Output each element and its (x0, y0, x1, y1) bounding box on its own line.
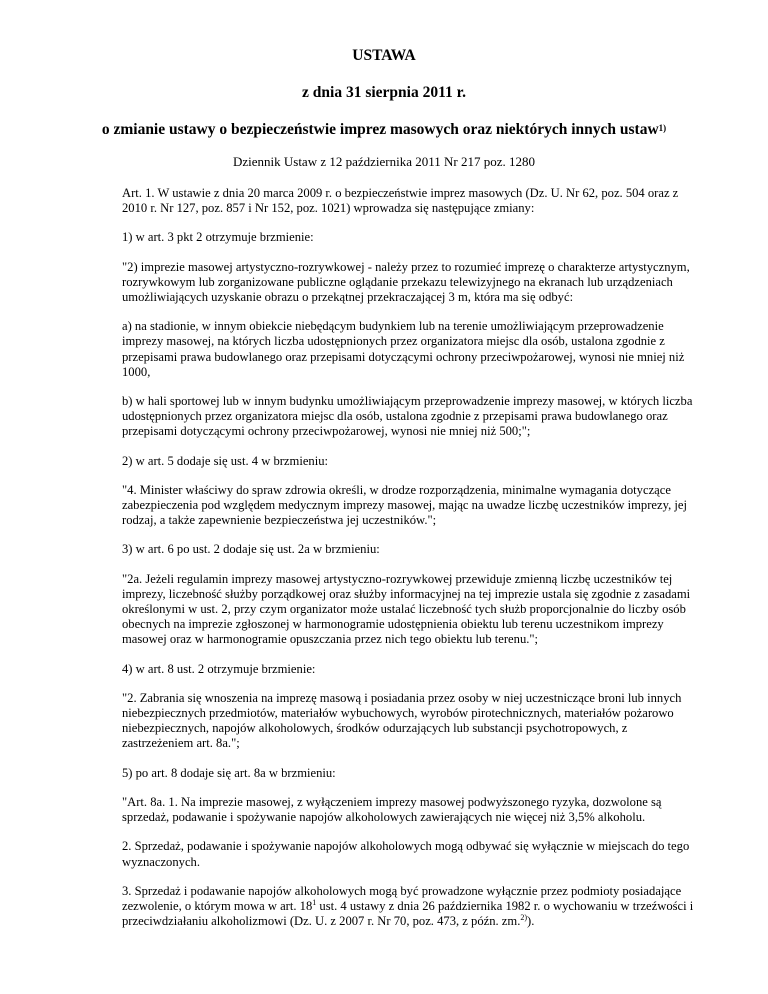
paragraph: 3) w art. 6 po ust. 2 dodaje się ust. 2a w brzmieniu: (122, 542, 380, 557)
subject-text: o zmianie ustawy o bezpieczeństwie imprez masowych oraz niektórych innych ustaw (101, 121, 659, 138)
document-source: Dziennik Ustaw z 12 października 2011 Nr 217 poz. 1280 (232, 154, 536, 169)
superscript: 1 (312, 897, 317, 907)
paragraph: "4. Minister właściwy do spraw zdrowia określi, w drodze rozporządzenia, minimalne wymagania dotyczące zabezpieczenia pod względem medycznym imprezy masowej, mając na uwadze liczbę uczestników imprezy, jej rodzaj, a także zapewnienie bezpieczeństwa jej uczestników."; (122, 482, 687, 528)
document-date: z dnia 31 sierpnia 2011 r. (302, 84, 466, 101)
footnote-ref: 2) (520, 912, 528, 922)
paragraph-text: ust. 4 ustawy z dnia 26 października 1982 r. o wychowaniu w trzeźwości i przeciwdziałaniu alkoholizmowi (Dz. U. z 2007 r. Nr 70, poz. 473, z późn. zm. (122, 898, 694, 929)
paragraph: Art. 1. W ustawie z dnia 20 marca 2009 r. o bezpieczeństwie imprez masowych (Dz. U. Nr 62, poz. 504 oraz z 2010 r. Nr 127, poz. 857 i Nr 152, poz. 1021) wprowadza się następujące zmiany: (122, 186, 679, 216)
paragraph: "2. Zabrania się wnoszenia na imprezę masową i posiadania przez osoby w niej uczestniczące broni lub innych niebezpiecznych przedmiotów, materiałów wybuchowych, wyrobów pirotechnicznych, materiałów pożarowo niebezpiecznych, napojów alkoholowych, środków odurzających lub substancji psychotropowych, z zastrzeżeniem art. 8a."; (122, 690, 682, 751)
paragraph (122, 884, 694, 930)
paragraph: b) w hali sportowej lub w innym budynku umożliwiającym przeprowadzenie imprezy masowej, w których liczba udostępnionych przez organizatora miejsc dla osób, ustalona zgodnie z przepisami prawa budowlanego oraz przepisami dotyczącymi ochrony przeciwpożarowej, wynosi nie mniej niż 500;"; (122, 394, 693, 439)
document-subject (0, 121, 768, 139)
paragraph-text: ). (527, 914, 535, 929)
paragraph: "2) imprezie masowej artystyczno-rozrywkowej - należy przez to rozumieć imprezę o charakterze artystycznym, rozrywkowym lub zorganizowane publiczne oglądanie przekazu telewizyjnego na ekranach lub urządzeniach umożliwiających uzyskanie obrazu o przekątnej przekraczającej 3 m, która ma się odbyć: (122, 259, 690, 305)
paragraph: "2a. Jeżeli regulamin imprezy masowej artystyczno-rozrywkowej przewiduje zmienną liczbę uczestników tej imprezy, liczebność służby porządkowej oraz służby informacyjnej na tej imprezie ustala się zgodnie z zasadami określonymi w ust. 2, przy czym organizator może ustalać liczebność tych służb proporcjonalnie do liczby osób obecnych na imprezie zgłoszonej w harmonogramie udostępnienia obiektu lub terenu uczestnikom imprezy masowej oraz w harmonogramie opuszczania przez nich tego obiektu lub terenu."; (122, 571, 691, 647)
paragraph-text: 3. Sprzedaż i podawanie napojów alkoholowych mogą być prowadzone wyłącznie przez podmioty posiadające zezwolenie, o którym mowa w art. 18 (122, 883, 682, 913)
paragraph: 1) w art. 3 pkt 2 otrzymuje brzmienie: (122, 230, 314, 245)
document-title: USTAWA (352, 47, 416, 64)
subject-footnote: 1) (658, 123, 667, 133)
paragraph: 2. Sprzedaż, podawanie i spożywanie napojów alkoholowych mogą odbywać się wyłącznie w miejscach do tego wyznaczonych. (122, 839, 690, 869)
paragraph: a) na stadionie, w innym obiekcie niebędącym budynkiem lub na terenie umożliwiającym przeprowadzenie imprezy masowej, na których liczba udostępnionych przez organizatora miejsc dla osób, ustalona zgodnie z przepisami prawa budowlanego oraz przepisami dotyczącymi ochrony przeciwpożarowej, wynosi nie mniej niż 1000, (122, 319, 685, 379)
paragraph: 2) w art. 5 dodaje się ust. 4 w brzmieniu: (122, 453, 329, 468)
paragraph: 5) po art. 8 dodaje się art. 8a w brzmieniu: (122, 765, 336, 780)
paragraph: "Art. 8a. 1. Na imprezie masowej, z wyłączeniem imprezy masowej podwyższonego ryzyka, dozwolone są sprzedaż, podawanie i spożywanie napojów alkoholowych zawierających nie więcej niż 3,5% alkoholu. (122, 794, 662, 825)
paragraph: 4) w art. 8 ust. 2 otrzymuje brzmienie: (122, 661, 316, 676)
document-body (122, 186, 694, 943)
